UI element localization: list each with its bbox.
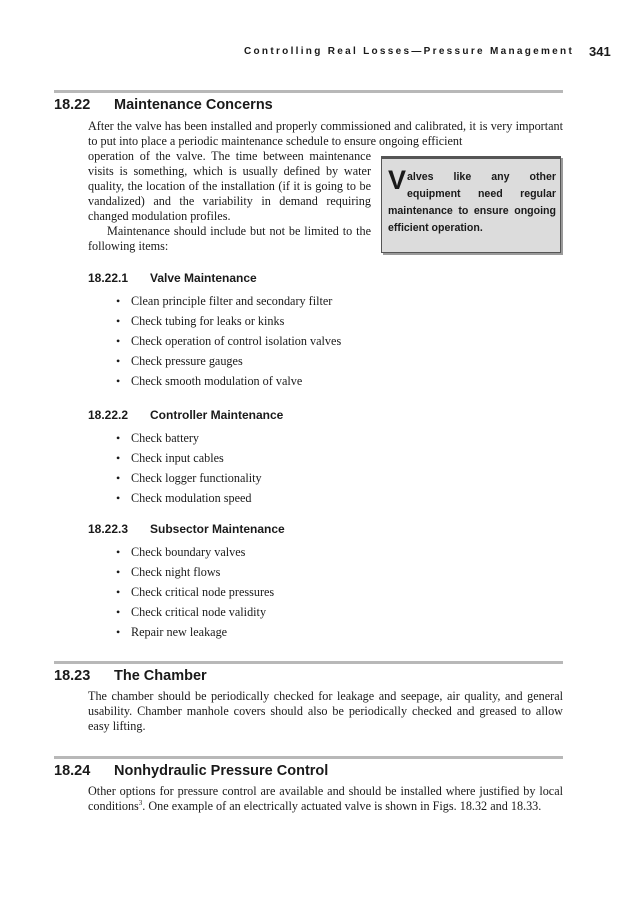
section-heading-18-23 xyxy=(54,668,207,684)
callout-text: alves like any other equipment need regular maintenance to ensure ongoing efficient operation. xyxy=(388,171,556,234)
bullet-icon: • xyxy=(116,605,121,619)
subsection-number: 18.22.3 xyxy=(88,522,129,536)
subsection-title: Controller Maintenance xyxy=(150,408,284,422)
valve-maintenance-list xyxy=(116,291,341,391)
bullet-icon: • xyxy=(116,545,121,559)
list-item xyxy=(116,582,274,602)
controller-maintenance-list xyxy=(116,428,262,508)
section-title: Nonhydraulic Pressure Control xyxy=(114,763,329,779)
subsection-heading-18-22-1 xyxy=(88,271,257,285)
list-item-text: Check input cables xyxy=(131,451,224,465)
list-item-text: Clean principle filter and secondary filter xyxy=(131,294,333,308)
section-heading-18-24 xyxy=(54,763,328,779)
drop-cap: V xyxy=(388,165,407,195)
paragraph-intro-continued: operation of the valve. The time between maintenance visits is something, which is usually defined by water quality, the location of the installation (if it is going to be vandalized) and the variability in demand requiring changed modulation profiles. xyxy=(88,149,371,223)
list-item xyxy=(116,562,274,582)
list-item-text: Check operation of control isolation valves xyxy=(131,334,342,348)
bullet-icon: • xyxy=(116,565,121,579)
bullet-icon: • xyxy=(116,625,121,639)
subsection-title: Subsector Maintenance xyxy=(150,522,285,536)
bullet-icon: • xyxy=(116,374,121,388)
list-item xyxy=(116,622,274,642)
subsector-maintenance-list xyxy=(116,542,274,642)
list-item-text: Check logger functionality xyxy=(131,471,262,485)
bullet-icon: • xyxy=(116,314,121,328)
paragraph-maintenance-items: Maintenance should include but not be limited to the following items: xyxy=(88,224,371,253)
bullet-icon: • xyxy=(116,334,121,348)
paragraph-nonhydraulic xyxy=(88,784,563,814)
bullet-icon: • xyxy=(116,431,121,445)
section-number: 18.22 xyxy=(54,97,91,113)
footnote-reference[interactable]: 3 xyxy=(138,798,143,807)
section-title: Maintenance Concerns xyxy=(114,97,273,113)
list-item xyxy=(116,602,274,622)
list-item xyxy=(116,488,262,508)
section-divider xyxy=(54,756,563,759)
list-item-text: Check modulation speed xyxy=(131,491,252,505)
list-item xyxy=(116,542,274,562)
bullet-icon: • xyxy=(116,294,121,308)
bullet-icon: • xyxy=(116,451,121,465)
section-number: 18.23 xyxy=(54,668,91,684)
list-item-text: Check smooth modulation of valve xyxy=(131,374,303,388)
running-head: Controlling Real Losses—Pressure Management xyxy=(244,46,575,57)
list-item-text: Check boundary valves xyxy=(131,545,246,559)
section-number: 18.24 xyxy=(54,763,91,779)
list-item-text: Check pressure gauges xyxy=(131,354,243,368)
list-item-text: Check critical node validity xyxy=(131,605,267,619)
page-number: 341 xyxy=(589,44,611,59)
section-divider xyxy=(54,661,563,664)
subsection-title: Valve Maintenance xyxy=(150,271,257,285)
pull-quote-callout xyxy=(381,156,561,253)
list-item xyxy=(116,448,262,468)
list-item xyxy=(116,331,341,351)
bullet-icon: • xyxy=(116,491,121,505)
bullet-icon: • xyxy=(116,585,121,599)
bullet-icon: • xyxy=(116,471,121,485)
list-item-text: Check night flows xyxy=(131,565,221,579)
section-heading-18-22 xyxy=(54,97,273,113)
list-item xyxy=(116,291,341,311)
list-item xyxy=(116,428,262,448)
section-title: The Chamber xyxy=(114,668,207,684)
list-item xyxy=(116,351,341,371)
subsection-number: 18.22.2 xyxy=(88,408,129,422)
subsection-heading-18-22-2 xyxy=(88,408,283,422)
paragraph-text-start: Other options for pressure control are available and should be installed where justified by local conditions xyxy=(88,784,563,813)
paragraph-chamber: The chamber should be periodically checked for leakage and seepage, air quality, and general usability. Chamber manhole covers should also be periodically checked and greased to allow easy lifting. xyxy=(88,689,563,733)
subsection-heading-18-22-3 xyxy=(88,522,285,536)
list-item-text: Check critical node pressures xyxy=(131,585,275,599)
paragraph-text-end: . One example of an electrically actuated valve is shown in Figs. 18.32 and 18.33. xyxy=(142,799,542,813)
list-item xyxy=(116,311,341,331)
list-item xyxy=(116,371,341,391)
paragraph-intro: After the valve has been installed and properly commissioned and calibrated, it is very important to put into place a periodic maintenance schedule to ensure ongoing efficient xyxy=(88,119,563,148)
section-divider xyxy=(54,90,563,93)
list-item xyxy=(116,468,262,488)
bullet-icon: • xyxy=(116,354,121,368)
list-item-text: Repair new leakage xyxy=(131,625,228,639)
list-item-text: Check tubing for leaks or kinks xyxy=(131,314,285,328)
subsection-number: 18.22.1 xyxy=(88,271,129,285)
list-item-text: Check battery xyxy=(131,431,200,445)
